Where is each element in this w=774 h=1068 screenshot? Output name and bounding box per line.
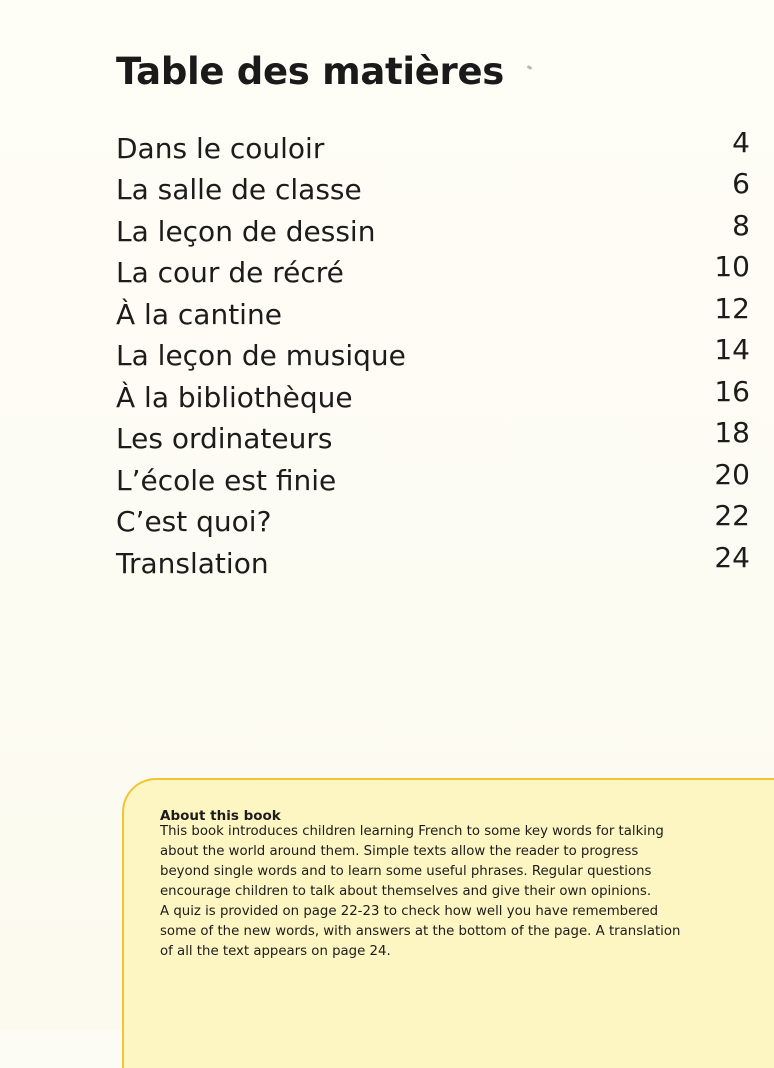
toc-entry bbox=[0, 416, 774, 459]
toc-entry-page: 22 bbox=[714, 499, 750, 532]
toc-entry-title: La cour de récré bbox=[116, 256, 344, 289]
about-text-line: This book introduces children learning French to some key words for talking bbox=[160, 824, 664, 839]
toc-entry bbox=[0, 541, 774, 584]
toc-entry bbox=[0, 333, 774, 376]
about-text-line: of all the text appears on page 24. bbox=[160, 944, 391, 959]
toc-entry bbox=[0, 167, 774, 210]
toc-entry-page: 4 bbox=[732, 126, 750, 159]
toc-entry-page: 12 bbox=[714, 292, 750, 325]
toc-entry-title: L’école est finie bbox=[116, 464, 337, 497]
toc-entry-title: C’est quoi? bbox=[116, 505, 272, 538]
toc-entry-title: Les ordinateurs bbox=[116, 422, 333, 455]
toc-entry bbox=[0, 458, 774, 501]
toc-entry-title: Dans le couloir bbox=[116, 132, 325, 165]
about-text-line: beyond single words and to learn some useful phrases. Regular questions bbox=[160, 864, 652, 879]
toc-entry bbox=[0, 250, 774, 293]
toc-entry bbox=[0, 292, 774, 335]
toc-entry bbox=[0, 499, 774, 542]
toc-entry-page: 10 bbox=[714, 250, 750, 283]
toc-entry bbox=[0, 126, 774, 169]
toc-entry-title: À la bibliothèque bbox=[116, 381, 353, 414]
about-heading: About this book bbox=[160, 808, 281, 824]
about-text-line: encourage children to talk about themselves and give their own opinions. bbox=[160, 884, 652, 899]
toc-entry-page: 20 bbox=[714, 458, 750, 491]
toc-entry-page: 16 bbox=[714, 375, 750, 408]
about-text-line: A quiz is provided on page 22-23 to check how well you have remembered bbox=[160, 904, 659, 919]
toc-entry-page: 6 bbox=[732, 167, 750, 200]
toc-entry bbox=[0, 375, 774, 418]
toc-entry-title: À la cantine bbox=[116, 298, 282, 331]
toc-entry-title: La leçon de musique bbox=[116, 339, 406, 372]
toc-entry-page: 18 bbox=[714, 416, 750, 449]
about-text-line: about the world around them. Simple texts allow the reader to progress bbox=[160, 844, 639, 859]
page-title: Table des matières bbox=[116, 50, 505, 93]
toc-entry-title: Translation bbox=[116, 547, 269, 580]
toc-entry bbox=[0, 209, 774, 252]
toc-entry-page: 8 bbox=[732, 209, 750, 242]
toc-entry-page: 14 bbox=[714, 333, 750, 366]
toc-entry-page: 24 bbox=[714, 541, 750, 574]
toc-entry-title: La leçon de dessin bbox=[116, 215, 376, 248]
toc-entry-title: La salle de classe bbox=[116, 173, 362, 206]
about-text-line: some of the new words, with answers at the bottom of the page. A translation bbox=[160, 924, 681, 939]
